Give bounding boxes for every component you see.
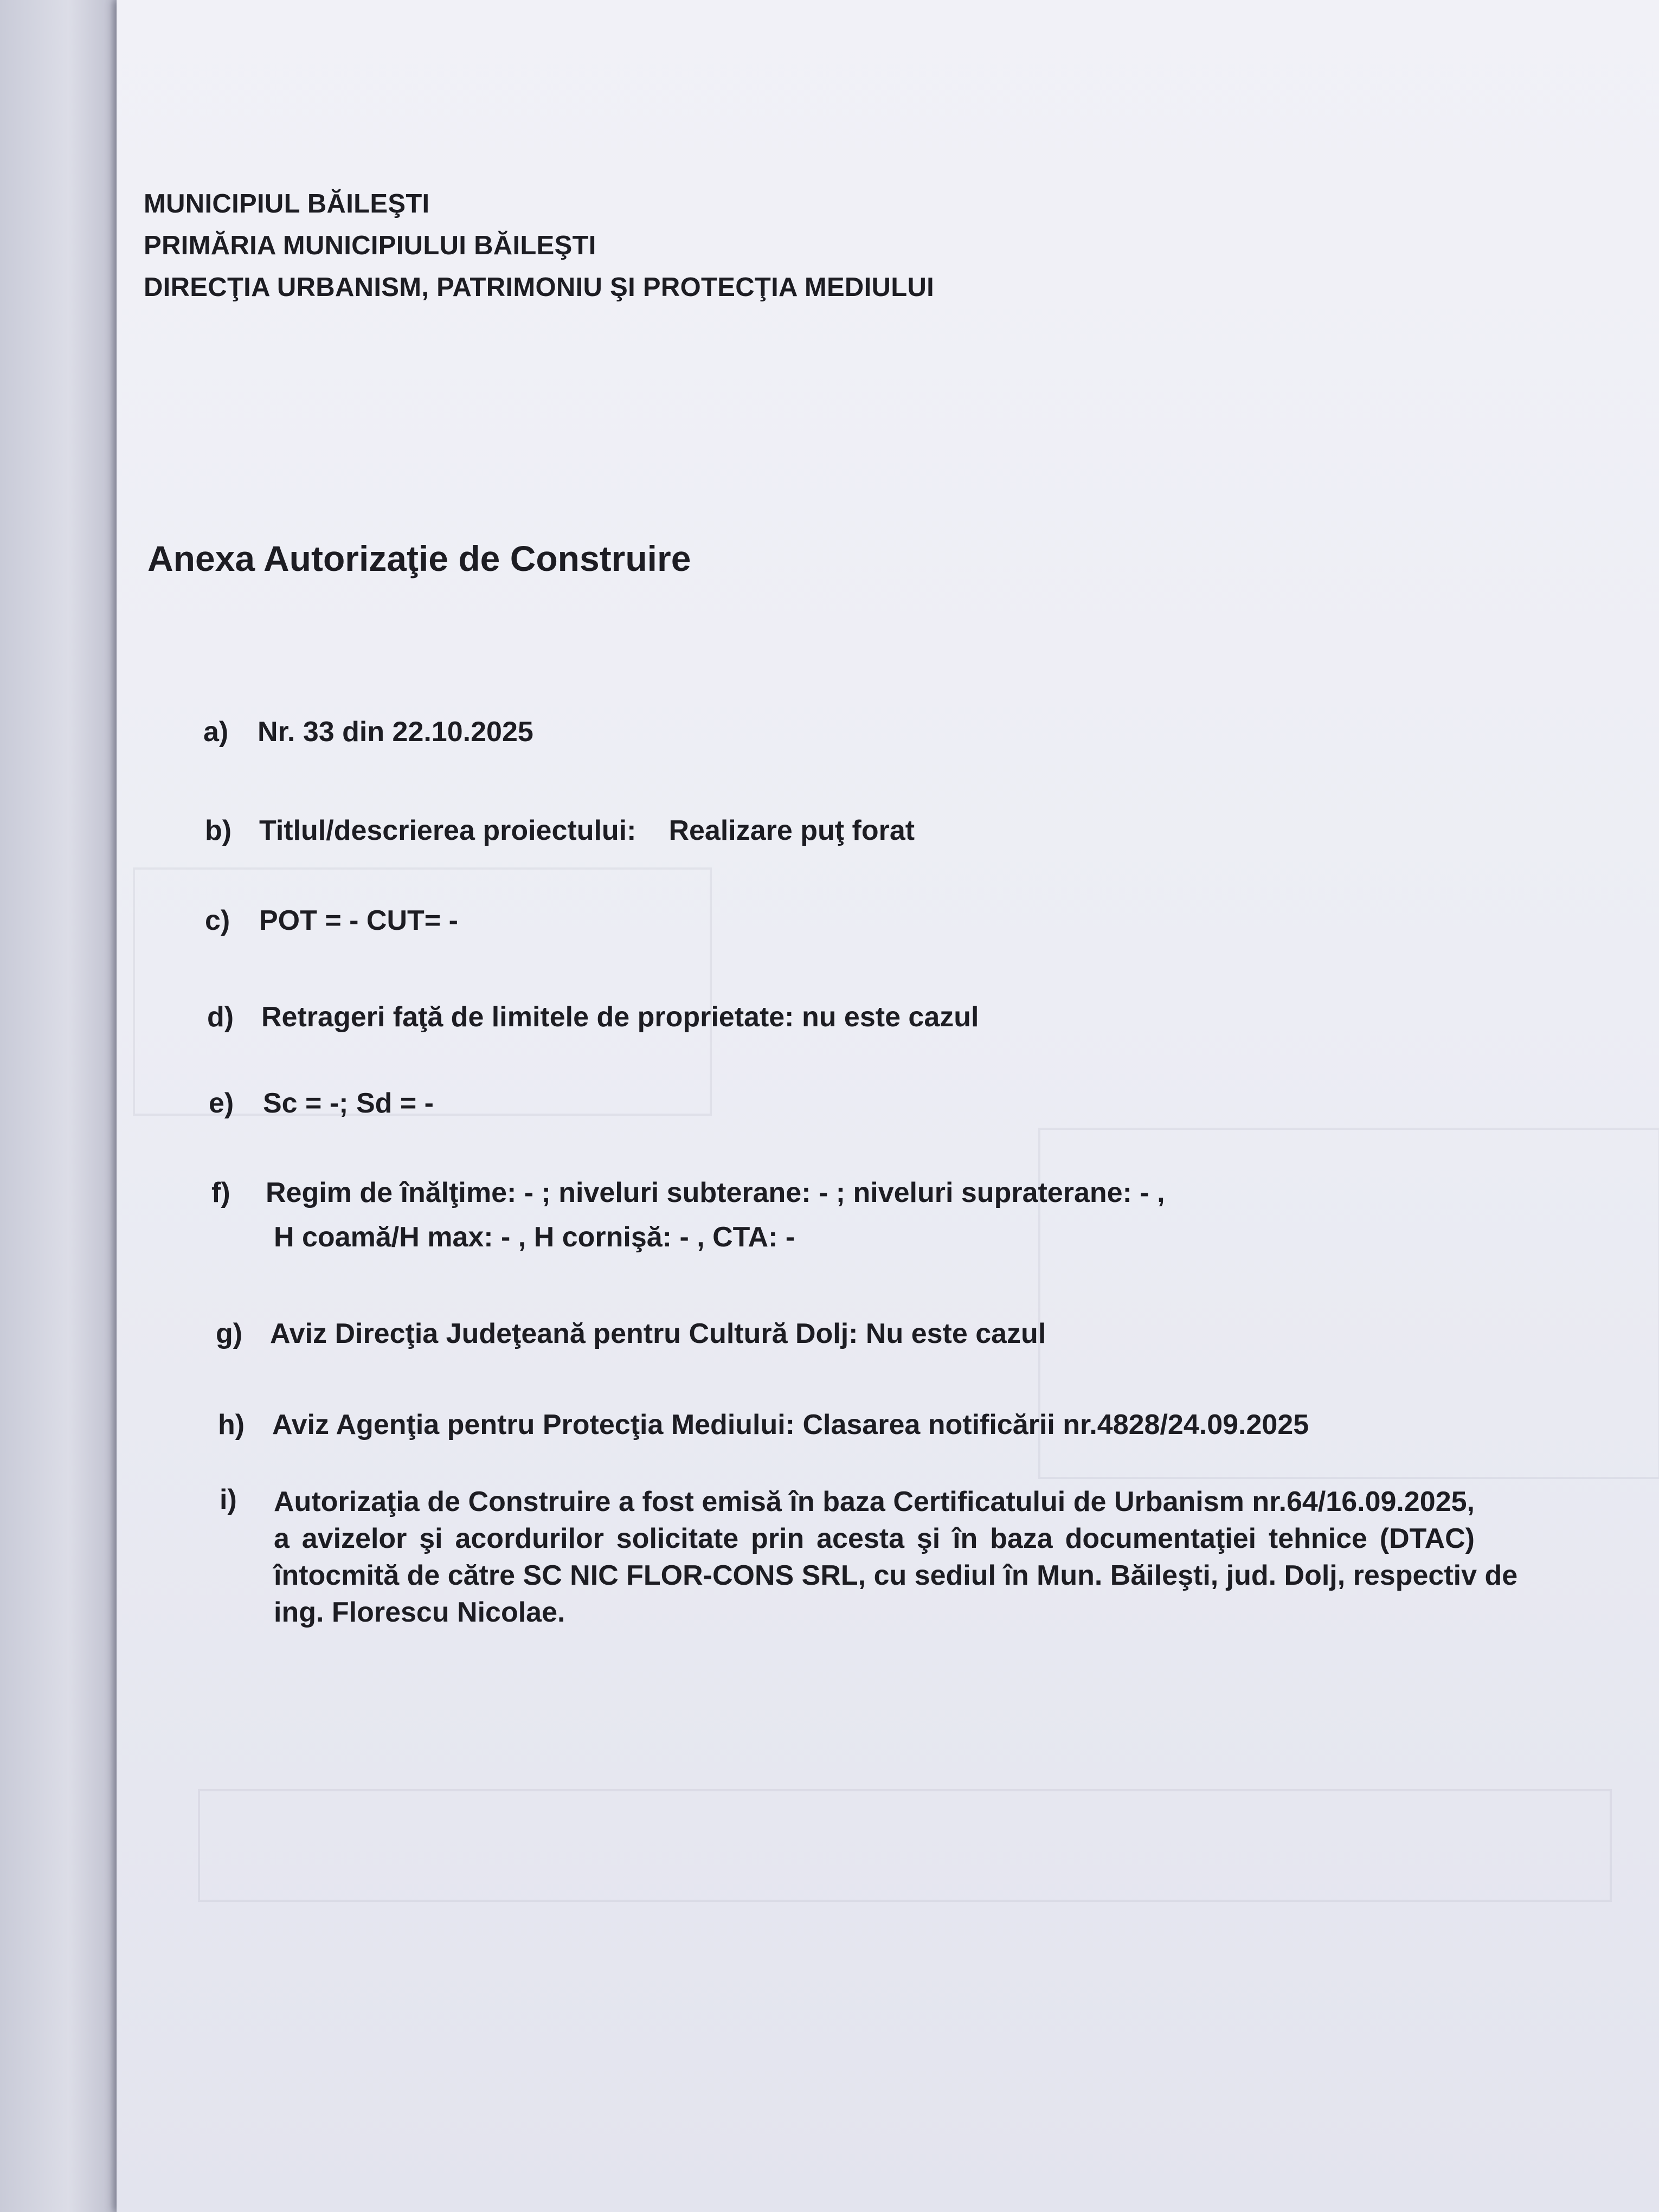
- height-regime-line1: Regim de înălţime: - ; niveluri subterane: - ; niveluri supraterane: - ,: [266, 1177, 1165, 1208]
- item-label: a): [203, 716, 229, 748]
- list-item-h: [218, 1409, 1309, 1441]
- project-title-label: Titlul/descrierea proiectului:: [259, 815, 636, 846]
- item-label: c): [205, 905, 230, 936]
- paragraph-line: Autorizaţia de Construire a fost emisă în baza Certificatului de Urbanism nr.64/16.09.2025,: [274, 1486, 1475, 1517]
- list-item-f: [211, 1176, 1165, 1209]
- list-item-c: [205, 904, 458, 937]
- setbacks-text: Retrageri faţă de limitele de proprietate: nu este cazul: [261, 1001, 979, 1033]
- list-item-g: [216, 1317, 1046, 1350]
- surface-values: Sc = -; Sd = -: [263, 1088, 434, 1119]
- item-label: e): [209, 1088, 234, 1119]
- header-municipality: MUNICIPIUL BĂILEŞTI: [144, 189, 430, 218]
- list-item-d: [207, 1001, 979, 1033]
- pot-cut-values: POT = - CUT= -: [259, 905, 458, 936]
- item-label: h): [218, 1409, 245, 1441]
- item-label: g): [216, 1318, 243, 1349]
- item-label: f): [211, 1177, 230, 1208]
- environment-approval-text: Aviz Agenţia pentru Protecţia Mediului: Clasarea notificării nr.4828/24.09.2025: [272, 1409, 1309, 1441]
- item-label: i): [220, 1484, 237, 1515]
- paragraph-line: a avizelor şi acordurilor solicitate prin acesta şi în baza documentaţiei tehnice (DTAC): [274, 1523, 1475, 1554]
- paragraph-line: întocmită de către SC NIC FLOR-CONS SRL, cu sediul în Mun. Băileşti, jud. Dolj, respectiv de: [274, 1560, 1518, 1591]
- page-title: Anexa Autorizaţie de Construire: [147, 538, 691, 578]
- item-label: b): [205, 815, 232, 846]
- project-title-value: Realizare puţ forat: [668, 815, 915, 846]
- item-label: d): [207, 1001, 234, 1033]
- list-item-b: [205, 814, 915, 847]
- list-item-a: [203, 716, 533, 748]
- header-department: DIRECŢIA URBANISM, PATRIMONIU ŞI PROTECŢIA MEDIULUI: [144, 273, 935, 302]
- issuance-paragraph: [274, 1483, 1518, 1631]
- header-city-hall: PRIMĂRIA MUNICIPIULUI BĂILEŞTI: [144, 231, 596, 260]
- paragraph-line: ing. Florescu Nicolae.: [274, 1597, 565, 1628]
- culture-approval-text: Aviz Direcţia Judeţeană pentru Cultură Dolj: Nu este cazul: [270, 1318, 1046, 1349]
- height-regime-line2: H coamă/H max: - , H cornişă: - , CTA: -: [274, 1221, 795, 1253]
- list-item-e: [209, 1087, 434, 1120]
- permit-number: Nr. 33 din 22.10.2025: [258, 716, 533, 748]
